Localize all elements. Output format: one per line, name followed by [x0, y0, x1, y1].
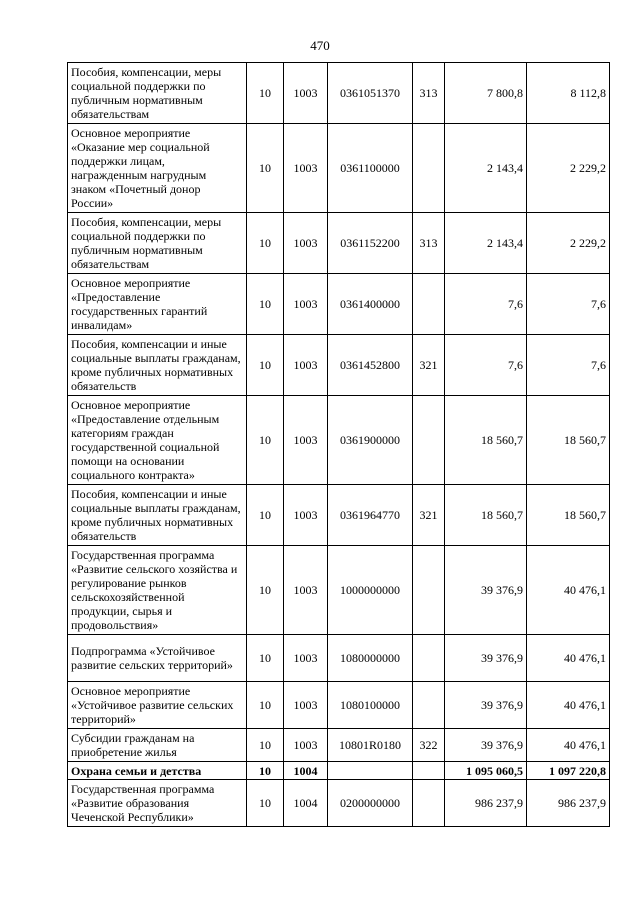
- row-expense-type: 321: [413, 335, 445, 396]
- row-target-article: 0361964770: [328, 485, 413, 546]
- table-row: [68, 682, 610, 729]
- table-row: [68, 213, 610, 274]
- row-subsection: 1003: [284, 485, 328, 546]
- row-amount-2: 40 476,1: [527, 682, 610, 729]
- row-amount-2: 7,6: [527, 335, 610, 396]
- table-row: [68, 335, 610, 396]
- table-row: [68, 274, 610, 335]
- row-amount-2: 2 229,2: [527, 124, 610, 213]
- row-amount-2: 986 237,9: [527, 780, 610, 827]
- row-amount-2: 2 229,2: [527, 213, 610, 274]
- row-expense-type: [413, 396, 445, 485]
- row-subsection: 1003: [284, 635, 328, 682]
- table-row: [68, 546, 610, 635]
- row-section: 10: [247, 780, 284, 827]
- row-section: 10: [247, 124, 284, 213]
- table-row: [68, 635, 610, 682]
- row-target-article: 0361051370: [328, 63, 413, 124]
- row-section: 10: [247, 762, 284, 780]
- table-row: [68, 396, 610, 485]
- row-expense-type: [413, 546, 445, 635]
- row-section: 10: [247, 274, 284, 335]
- table-row: [68, 780, 610, 827]
- row-target-article: 0361100000: [328, 124, 413, 213]
- row-subsection: 1003: [284, 396, 328, 485]
- row-amount-1: 2 143,4: [445, 124, 527, 213]
- row-name: Пособия, компенсации и иные социальные выплаты гражданам, кроме публичных нормативных обязательств: [68, 485, 247, 546]
- table-row: [68, 124, 610, 213]
- table-row: [68, 729, 610, 762]
- row-section: 10: [247, 213, 284, 274]
- row-expense-type: [413, 274, 445, 335]
- row-target-article: 1080000000: [328, 635, 413, 682]
- row-target-article: [328, 762, 413, 780]
- row-target-article: 0361400000: [328, 274, 413, 335]
- row-target-article: 10801R0180: [328, 729, 413, 762]
- row-amount-1: 7,6: [445, 274, 527, 335]
- row-section: 10: [247, 546, 284, 635]
- row-expense-type: 322: [413, 729, 445, 762]
- row-amount-1: 2 143,4: [445, 213, 527, 274]
- row-expense-type: [413, 124, 445, 213]
- row-amount-2: 1 097 220,8: [527, 762, 610, 780]
- row-target-article: 0361152200: [328, 213, 413, 274]
- row-amount-2: 40 476,1: [527, 729, 610, 762]
- row-name: Пособия, компенсации, меры социальной поддержки по публичным нормативным обязательствам: [68, 63, 247, 124]
- row-expense-type: [413, 682, 445, 729]
- row-target-article: 0361452800: [328, 335, 413, 396]
- row-subsection: 1004: [284, 762, 328, 780]
- row-expense-type: 321: [413, 485, 445, 546]
- row-expense-type: 313: [413, 63, 445, 124]
- table-row: [68, 485, 610, 546]
- row-name: Субсидии гражданам на приобретение жилья: [68, 729, 247, 762]
- row-amount-1: 39 376,9: [445, 682, 527, 729]
- table-row-section-total: [68, 762, 610, 780]
- row-amount-1: 39 376,9: [445, 729, 527, 762]
- row-subsection: 1003: [284, 213, 328, 274]
- row-expense-type: [413, 762, 445, 780]
- row-target-article: 0361900000: [328, 396, 413, 485]
- row-amount-1: 39 376,9: [445, 635, 527, 682]
- row-expense-type: [413, 780, 445, 827]
- row-amount-2: 7,6: [527, 274, 610, 335]
- row-amount-1: 7,6: [445, 335, 527, 396]
- row-amount-1: 18 560,7: [445, 485, 527, 546]
- row-amount-1: 986 237,9: [445, 780, 527, 827]
- row-subsection: 1003: [284, 729, 328, 762]
- row-subsection: 1003: [284, 546, 328, 635]
- row-amount-1: 1 095 060,5: [445, 762, 527, 780]
- row-name: Основное мероприятие «Предоставление отдельным категориям граждан государственной социальной помощи на основании социального контракта»: [68, 396, 247, 485]
- row-name: Пособия, компенсации и иные социальные выплаты гражданам, кроме публичных нормативных обязательств: [68, 335, 247, 396]
- row-name: Пособия, компенсации, меры социальной поддержки по публичным нормативным обязательствам: [68, 213, 247, 274]
- row-amount-2: 40 476,1: [527, 546, 610, 635]
- row-subsection: 1003: [284, 682, 328, 729]
- row-name: Охрана семьи и детства: [68, 762, 247, 780]
- row-amount-2: 18 560,7: [527, 396, 610, 485]
- row-amount-1: 18 560,7: [445, 396, 527, 485]
- table-row: [68, 63, 610, 124]
- row-subsection: 1004: [284, 780, 328, 827]
- row-name: Подпрограмма «Устойчивое развитие сельских территорий»: [68, 635, 247, 682]
- row-expense-type: [413, 635, 445, 682]
- row-target-article: 1080100000: [328, 682, 413, 729]
- budget-table: [67, 62, 610, 827]
- row-name: Основное мероприятие «Предоставление государственных гарантий инвалидам»: [68, 274, 247, 335]
- row-section: 10: [247, 63, 284, 124]
- row-name: Государственная программа «Развитие сельского хозяйства и регулирование рынков сельскохозяйственной продукции, сырья и продовольствия»: [68, 546, 247, 635]
- row-target-article: 1000000000: [328, 546, 413, 635]
- row-subsection: 1003: [284, 335, 328, 396]
- row-subsection: 1003: [284, 124, 328, 213]
- row-section: 10: [247, 485, 284, 546]
- row-amount-1: 39 376,9: [445, 546, 527, 635]
- row-name: Основное мероприятие «Оказание мер социальной поддержки лицам, награжденным нагрудным знаком «Почетный донор России»: [68, 124, 247, 213]
- row-amount-2: 18 560,7: [527, 485, 610, 546]
- row-target-article: 0200000000: [328, 780, 413, 827]
- row-section: 10: [247, 635, 284, 682]
- row-section: 10: [247, 396, 284, 485]
- row-section: 10: [247, 682, 284, 729]
- page-number: 470: [310, 38, 330, 53]
- row-name: Государственная программа «Развитие образования Чеченской Республики»: [68, 780, 247, 827]
- row-subsection: 1003: [284, 63, 328, 124]
- row-subsection: 1003: [284, 274, 328, 335]
- row-amount-2: 8 112,8: [527, 63, 610, 124]
- row-name: Основное мероприятие «Устойчивое развитие сельских территорий»: [68, 682, 247, 729]
- row-amount-2: 40 476,1: [527, 635, 610, 682]
- row-section: 10: [247, 335, 284, 396]
- row-section: 10: [247, 729, 284, 762]
- row-expense-type: 313: [413, 213, 445, 274]
- row-amount-1: 7 800,8: [445, 63, 527, 124]
